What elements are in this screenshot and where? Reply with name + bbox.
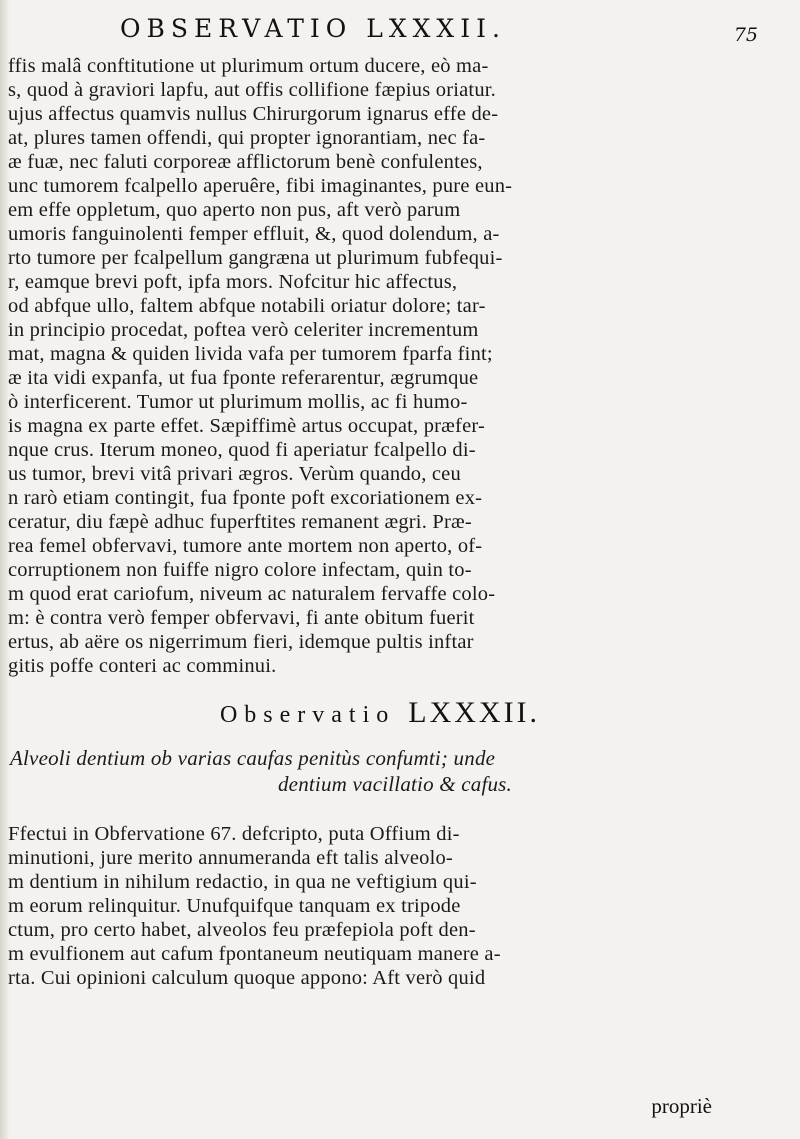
catchword: propriè <box>651 1094 712 1118</box>
text-line: Ffectui in Obfervatione 67. defcripto, puta Offium di- <box>8 823 460 845</box>
text-line: ceratur, diu fæpè adhuc fuperftites remanent ægri. Præ- <box>8 511 472 533</box>
text-line: rta. Cui opinioni calculum quoque appono: Aft verò quid <box>8 967 486 989</box>
section-heading-word: Observatio <box>219 702 396 728</box>
body-text <box>8 54 778 678</box>
text-line: is magna ex parte effet. Sæpiffimè artus occupat, præfer- <box>8 415 486 437</box>
text-line: ertus, ab aëre os nigerrimum fieri, idemque pultis inftar <box>8 631 474 653</box>
section-heading <box>10 696 750 730</box>
text-line: corruptionem non fuiffe nigro colore infectam, quin to- <box>8 559 472 581</box>
text-line: at, plures tamen offendi, qui propter ignorantiam, nec fa- <box>8 127 486 149</box>
text-line: s, quod à graviori lapfu, aut offis collifione fæpius oriatur. <box>8 79 496 101</box>
text-line: ujus affectus quamvis nullus Chirurgorum ignarus effe de- <box>8 103 499 125</box>
text-line: m quod erat cariofum, niveum ac naturalem fervaffe colo- <box>8 583 496 605</box>
text-line: rea femel obfervavi, tumore ante mortem non aperto, of- <box>8 535 483 557</box>
text-line: mat, magna & quiden livida vafa per tumorem fparfa fint; <box>8 343 493 365</box>
text-line: m dentium in nihilum redactio, in qua ne veftigium qui- <box>8 871 477 893</box>
text-line: in principio procedat, poftea verò celeriter incrementum <box>8 319 479 341</box>
text-line: æ ita vidi expanfa, ut fua fponte referarentur, ægrumque <box>8 367 479 389</box>
text-line: ò interficerent. Tumor ut plurimum mollis, ac fi humo- <box>8 391 468 413</box>
running-title: OBSERVATIO LXXXII. <box>120 14 506 43</box>
text-line: rto tumore per fcalpellum gangræna ut plurimum fubfequi- <box>8 247 503 269</box>
text-line: ctum, pro certo habet, alveolos feu præfepiola poft den- <box>8 919 476 941</box>
text-line: r, eamque brevi poft, ipfa mors. Nofcitur hic affectus, <box>8 271 458 293</box>
text-line: ffis malâ conftitutione ut plurimum ortum ducere, eò ma- <box>8 55 489 77</box>
text-line: umoris fanguinolenti femper effluit, &, quod dolendum, a- <box>8 223 500 245</box>
section-title-line: Alveoli dentium ob varias caufas penitùs confumti; unde <box>10 746 496 770</box>
page-number: 75 <box>733 24 758 46</box>
text-line: em effe oppletum, quo aperto non pus, aft verò parum <box>8 199 461 221</box>
text-line: gitis poffe conteri ac comminui. <box>8 655 277 677</box>
section-title-line: dentium vacillatio & cafus. <box>277 772 513 796</box>
text-line: æ fuæ, nec faluti corporeæ afflictorum benè confulentes, <box>8 151 483 173</box>
section-body-text <box>8 822 778 990</box>
text-line: m eorum relinquitur. Unufquifque tanquam ex tripode <box>8 895 461 917</box>
section-heading-numeral: LXXXII. <box>408 696 541 729</box>
text-line: minutioni, jure merito annumeranda eft talis alveolo- <box>8 847 453 869</box>
section-title <box>10 745 780 797</box>
text-line: us tumor, brevi vitâ privari ægros. Verùm quando, ceu <box>8 463 461 485</box>
text-line: n rarò etiam contingit, fua fponte poft excoriationem ex- <box>8 487 483 509</box>
text-line: unc tumorem fcalpello aperuêre, fibi imaginantes, pure eun- <box>8 175 513 197</box>
text-line: od abfque ullo, faltem abfque notabili oriatur dolore; tar- <box>8 295 486 317</box>
text-line: nque crus. Iterum moneo, quod fi aperiatur fcalpello di- <box>8 439 476 461</box>
text-line: m: è contra verò femper obfervavi, fi ante obitum fuerit <box>8 607 475 629</box>
page-header <box>120 14 760 50</box>
text-line: m evulfionem aut cafum fpontaneum neutiquam manere a- <box>8 943 501 965</box>
